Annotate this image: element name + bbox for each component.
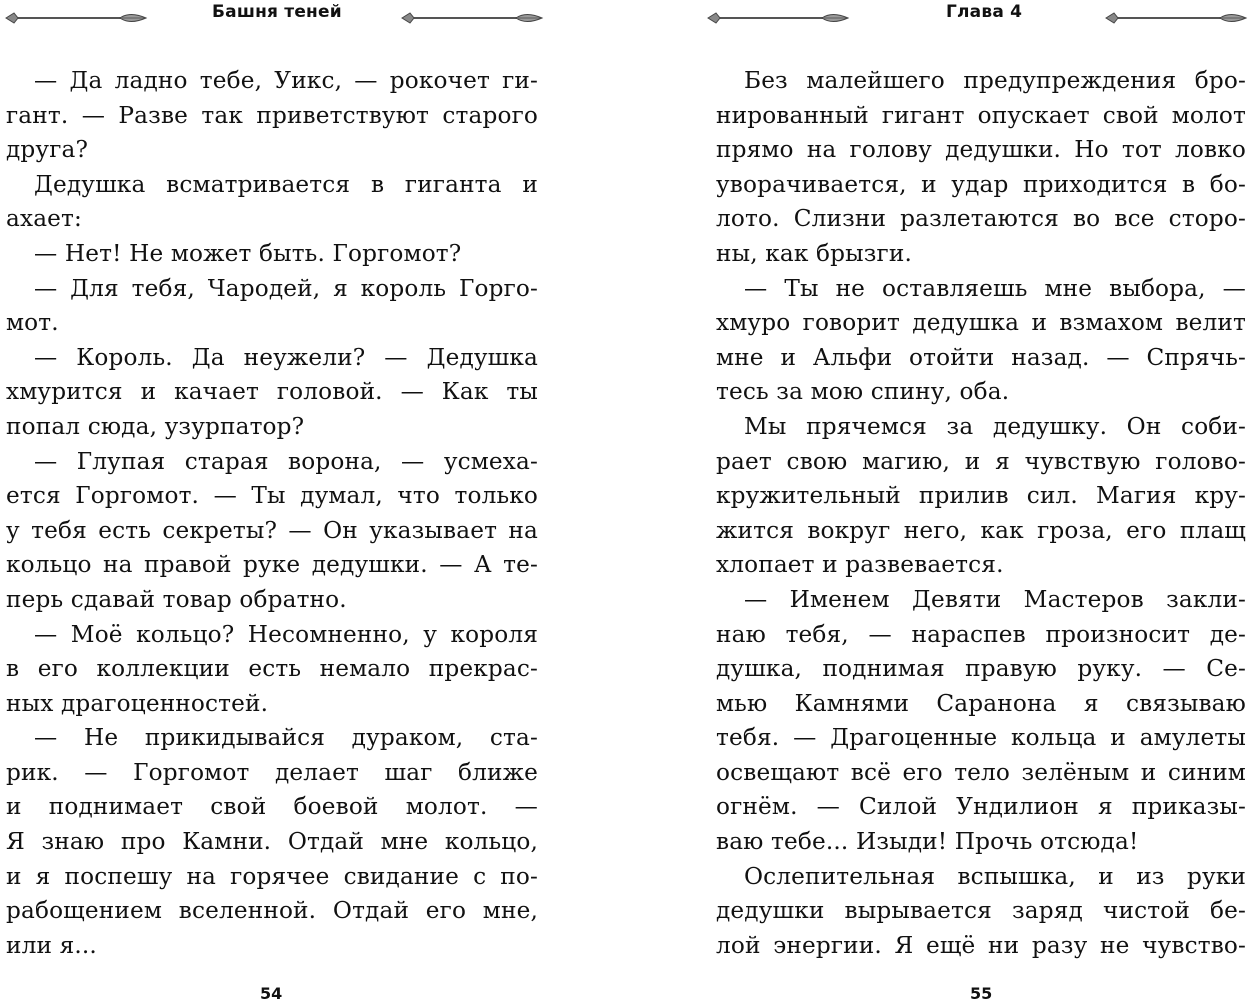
text-line: Я знаю про Камни. Отдай мне кольцо,: [6, 828, 538, 856]
text-line: мне и Альфи отойти назад. — Спрячь-: [716, 343, 1246, 371]
text-line: прямо на голову дедушки. Но тот ловко: [716, 136, 1246, 164]
text-line: рабощением вселенной. Отдай его мне,: [6, 897, 538, 925]
spear-ornament-icon: [706, 10, 850, 26]
text-line: — Глупая старая ворона, — усмеха-: [34, 447, 538, 475]
text-line: мью Камнями Саранона я связываю: [716, 689, 1246, 717]
text-line: друга?: [6, 136, 89, 164]
text-line: жится вокруг него, как гроза, его плащ: [716, 516, 1246, 544]
text-line: Дедушка всматривается в гиганта и: [34, 170, 538, 198]
text-line: — Моё кольцо? Несомненно, у короля: [34, 620, 538, 648]
text-line: и я поспешу на горячее свидание с по-: [6, 862, 538, 890]
text-line: — Ты не оставляешь мне выбора, —: [744, 274, 1246, 302]
text-line: душка, поднимая правую руку. — Се-: [716, 655, 1246, 683]
text-line: — Для тебя, Чародей, я король Горго-: [34, 274, 538, 302]
text-line: рик. — Горгомот делает шаг ближе: [6, 758, 538, 786]
text-line: и поднимает свой боевой молот. —: [6, 793, 538, 821]
text-line: или я...: [6, 931, 97, 959]
text-line: — Именем Девяти Мастеров закли-: [744, 585, 1246, 613]
spear-ornament-icon: [400, 10, 544, 26]
text-line: хмуро говорит дедушка и взмахом велит: [716, 309, 1246, 337]
spear-ornament-icon: [4, 10, 148, 26]
running-head-title: Башня теней: [212, 2, 342, 22]
page-number: 54: [260, 984, 283, 1003]
right-page: [620, 0, 1248, 1008]
left-page: [0, 0, 560, 1008]
text-line: кольцо на правой руке дедушки. — А те-: [6, 551, 538, 579]
text-line: Без малейшего предупреждения бро-: [744, 67, 1246, 94]
text-line: ахает:: [6, 205, 82, 233]
spear-ornament-icon: [1104, 10, 1248, 26]
body-text: [6, 64, 538, 963]
text-line: гант. — Разве так приветствуют старого: [6, 101, 538, 129]
text-line: дедушки вырывается заряд чистой бе-: [716, 897, 1246, 925]
text-line: хлопает и развевается.: [716, 551, 1004, 579]
text-line: — Нет! Не может быть. Горгомот?: [34, 239, 462, 267]
page-number: 55: [970, 984, 993, 1003]
text-line: уворачивается, и удар приходится в бо-: [716, 170, 1246, 198]
body-text: [716, 64, 1246, 963]
text-line: кружительный прилив сил. Магия кру-: [716, 482, 1246, 510]
text-line: мот.: [6, 309, 59, 337]
text-line: — Король. Да неужели? — Дедушка: [34, 343, 538, 371]
running-head-title: Глава 4: [946, 2, 1023, 22]
text-line: в его коллекции есть немало прекрас-: [6, 655, 538, 683]
text-line: — Да ладно тебе, Уикс, — рокочет ги-: [34, 67, 538, 94]
text-line: тебя. — Драгоценные кольца и амулеты: [716, 724, 1246, 752]
text-line: лото. Слизни разлетаются во все сторо-: [716, 205, 1246, 233]
text-line: ется Горгомот. — Ты думал, что только: [6, 482, 538, 510]
text-line: освещают всё его тело зелёным и синим: [716, 758, 1246, 786]
text-line: — Не прикидывайся дураком, ста-: [34, 724, 538, 752]
text-line: перь сдавай товар обратно.: [6, 585, 347, 613]
text-line: тесь за мою спину, оба.: [716, 378, 1010, 406]
text-line: рает свою магию, и я чувствую голово-: [716, 447, 1246, 475]
text-line: ны, как брызги.: [716, 239, 912, 267]
text-line: ваю тебе... Изыди! Прочь отсюда!: [716, 828, 1139, 856]
text-line: Мы прячемся за дедушку. Он соби-: [744, 412, 1246, 440]
text-line: лой энергии. Я ещё ни разу не чувство-: [716, 931, 1246, 959]
text-line: наю тебя, — нараспев произносит де-: [716, 620, 1246, 648]
text-line: Ослепительная вспышка, и из руки: [744, 862, 1246, 890]
text-line: хмурится и качает головой. — Как ты: [6, 378, 538, 406]
text-line: огнём. — Силой Ундилион я приказы-: [716, 793, 1246, 821]
text-line: нированный гигант опускает свой молот: [716, 101, 1246, 129]
text-line: попал сюда, узурпатор?: [6, 412, 305, 440]
text-line: у тебя есть секреты? — Он указывает на: [6, 516, 538, 544]
text-line: ных драгоценностей.: [6, 689, 269, 717]
